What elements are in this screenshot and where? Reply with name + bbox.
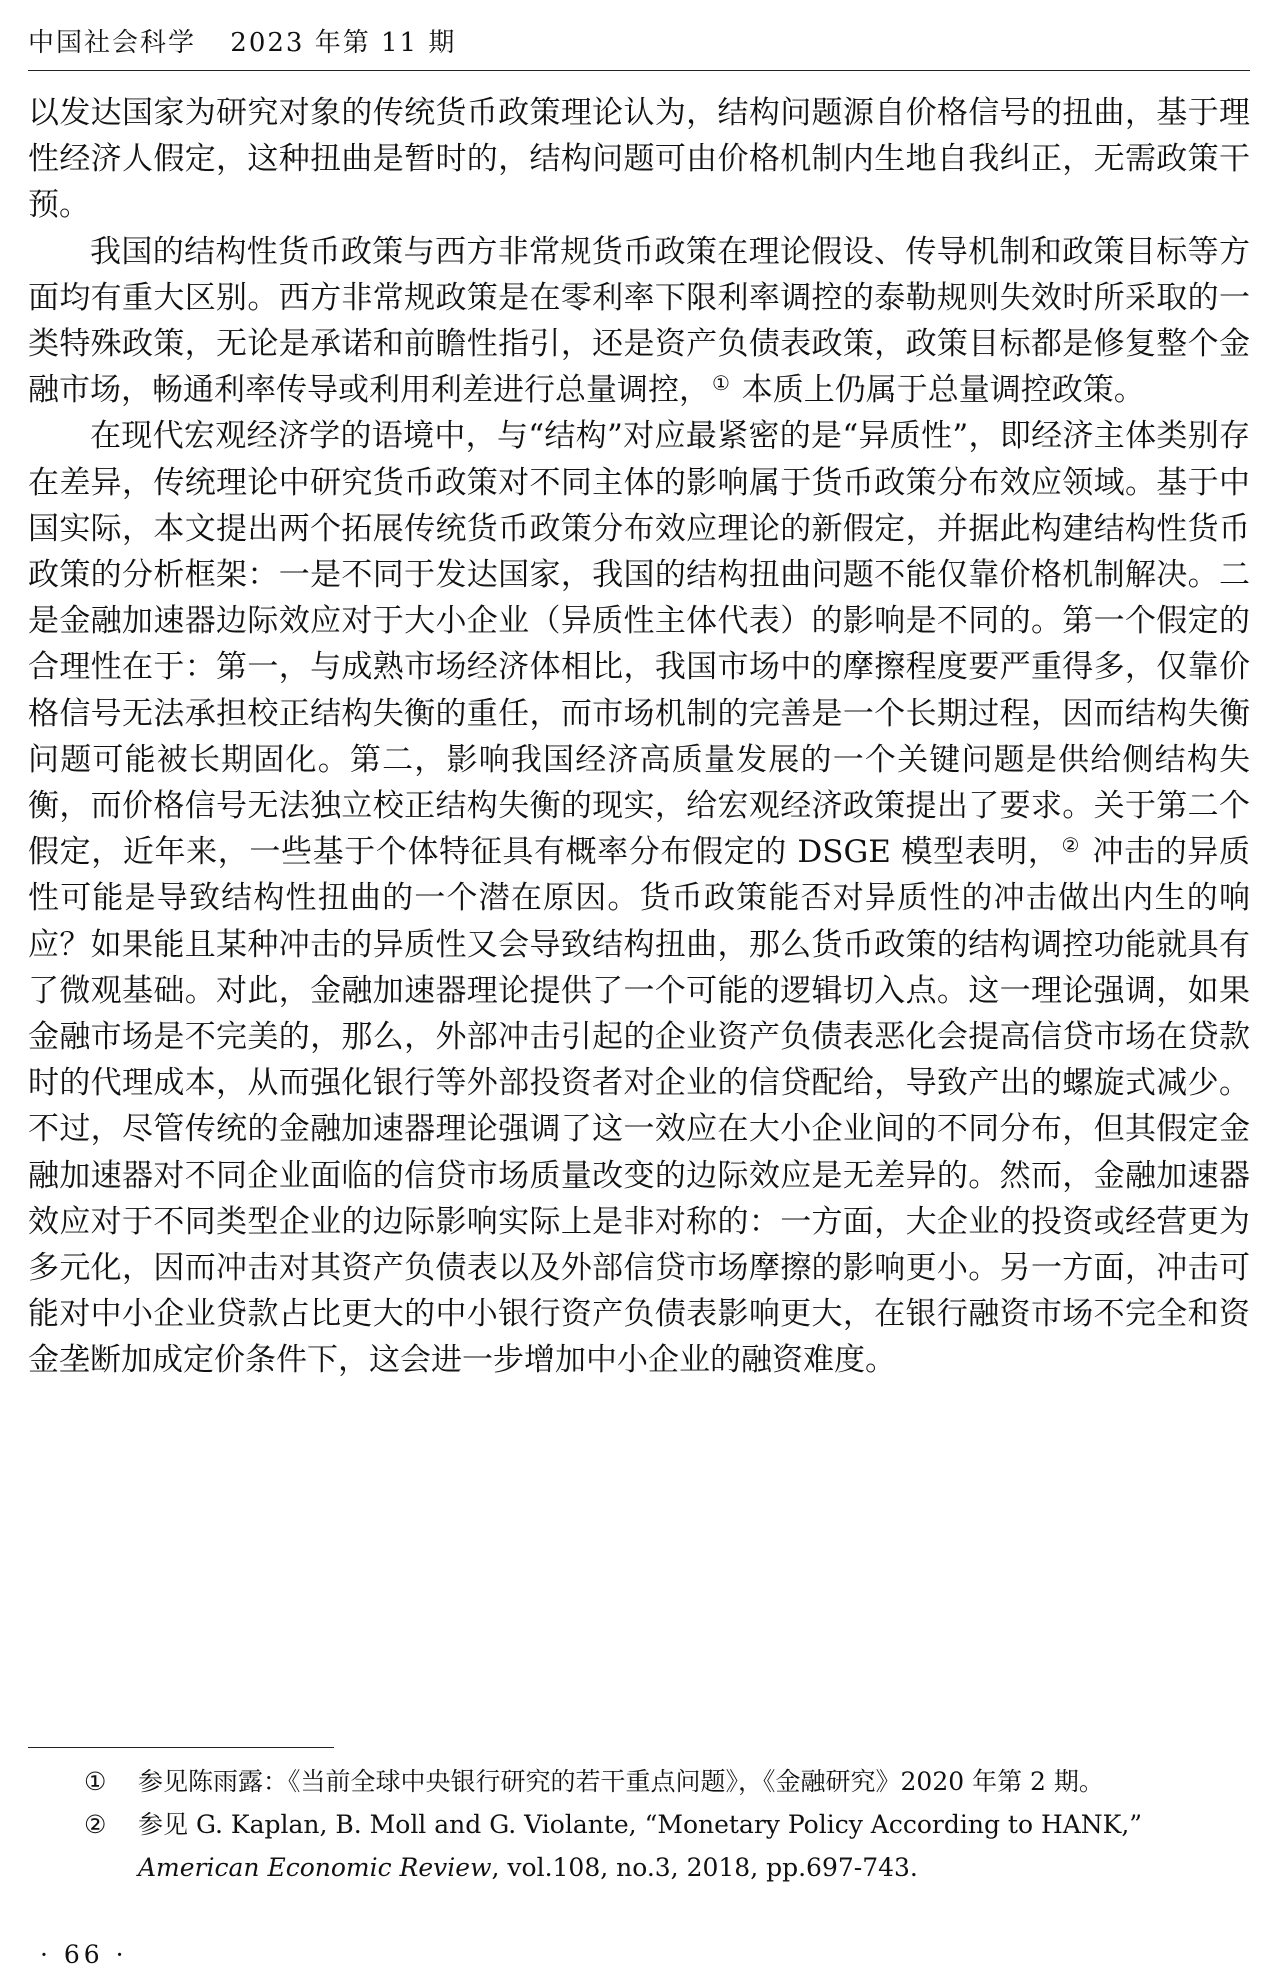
footnote-ref-2[interactable]: ②	[1061, 833, 1081, 858]
footnote-2	[28, 1803, 1250, 1889]
main-text	[28, 90, 1250, 1384]
footnote-ref-1[interactable]: ①	[712, 371, 730, 396]
footnote-text: 参见陈雨露：《当前全球中央银行研究的若干重点问题》，《金融研究》2020 年第 2 期。	[138, 1767, 1104, 1796]
footnote-text	[138, 1803, 1250, 1889]
paragraph-1: 以发达国家为研究对象的传统货币政策理论认为，结构问题源自价格信号的扭曲，基于理性经济人假定，这种扭曲是暂时的，结构问题可由价格机制内生地自我纠正，无需政策干预。	[28, 95, 1250, 224]
footnote-rule	[28, 1747, 334, 1748]
running-header	[28, 22, 1248, 59]
issue-label: 2023 年第 11 期	[230, 28, 457, 58]
header-rule	[28, 70, 1250, 71]
footnote-mark: ①	[84, 1767, 107, 1796]
paragraph-3	[28, 413, 1250, 1383]
paragraph-2-text-b: 本质上仍属于总量调控政策。	[731, 372, 1145, 409]
footnote-text-pre: 参见 G. Kaplan, B. Moll and G. Violante, “Monetary Policy According to HANK,”	[138, 1810, 1143, 1839]
footnote-text-post: , vol.108, no.3, 2018, pp.697-743.	[491, 1853, 918, 1882]
paragraph-3-text-b: 冲击的异质性可能是导致结构性扭曲的一个潜在原因。货币政策能否对异质性的冲击做出内生的响应？如果能且某种冲击的异质性又会导致结构扭曲，那么货币政策的结构调控功能就具有了微观基础。对此，金融加速器理论提供了一个可能的逻辑切入点。这一理论强调，如果金融市场是不完美的，那么，外部冲击引起的企业资产负债表恶化会提高信贷市场在贷款时的代理成本，从而强化银行等外部投资者对企业的信贷配给，导致产出的螺旋式减少。不过，尽管传统的金融加速器理论强调了这一效应在大小企业间的不同分布，但其假定金融加速器对不同企业面临的信贷市场质量改变的边际效应是无差异的。然而，金融加速器效应对于不同类型企业的边际影响实际上是非对称的：一方面，大企业的投资或经营更为多元化，因而冲击对其资产负债表以及外部信贷市场摩擦的影响更小。另一方面，冲击可能对中小企业贷款占比更大的中小银行资产负债表影响更大，在银行融资市场不完全和资金垄断加成定价条件下，这会进一步增加中小企业的融资难度。	[28, 834, 1250, 1379]
footnotes	[28, 1760, 1250, 1889]
footnote-mark: ②	[84, 1810, 107, 1839]
paragraph-3-text-a: 在现代宏观经济学的语境中，与“结构”对应最紧密的是“异质性”，即经济主体类别存在差异，传统理论中研究货币政策对不同主体的影响属于货币政策分布效应领域。基于中国实际，本文提出两个拓展传统货币政策分布效应理论的新假定，并据此构建结构性货币政策的分析框架：一是不同于发达国家，我国的结构扭曲问题不能仅靠价格机制解决。二是金融加速器边际效应对于大小企业（异质性主体代表）的影响是不同的。第一个假定的合理性在于：第一，与成熟市场经济体相比，我国市场中的摩擦程度要严重得多，仅靠价格信号无法承担校正结构失衡的重任，而市场机制的完善是一个长期过程，因而结构失衡问题可能被长期固化。第二，影响我国经济高质量发展的一个关键问题是供给侧结构失衡，而价格信号无法独立校正结构失衡的现实，给宏观经济政策提出了要求。关于第二个假定，近年来，一些基于个体特征具有概率分布假定的 DSGE 模型表明，	[28, 418, 1250, 871]
page-number: · 66 ·	[40, 1940, 128, 1969]
paragraph-2	[28, 229, 1250, 414]
journal-name: 中国社会科学	[28, 28, 197, 58]
paragraph-2-text-a: 我国的结构性货币政策与西方非常规货币政策在理论假设、传导机制和政策目标等方面均有重大区别。西方非常规政策是在零利率下限利率调控的泰勒规则失效时所采取的一类特殊政策，无论是承诺和前瞻性指引，还是资产负债表政策，政策目标都是修复整个金融市场，畅通利率传导或利用利差进行总量调控，	[28, 233, 1250, 409]
footnote-1	[28, 1760, 1250, 1803]
footnote-journal-title: American Economic Review	[138, 1853, 492, 1882]
